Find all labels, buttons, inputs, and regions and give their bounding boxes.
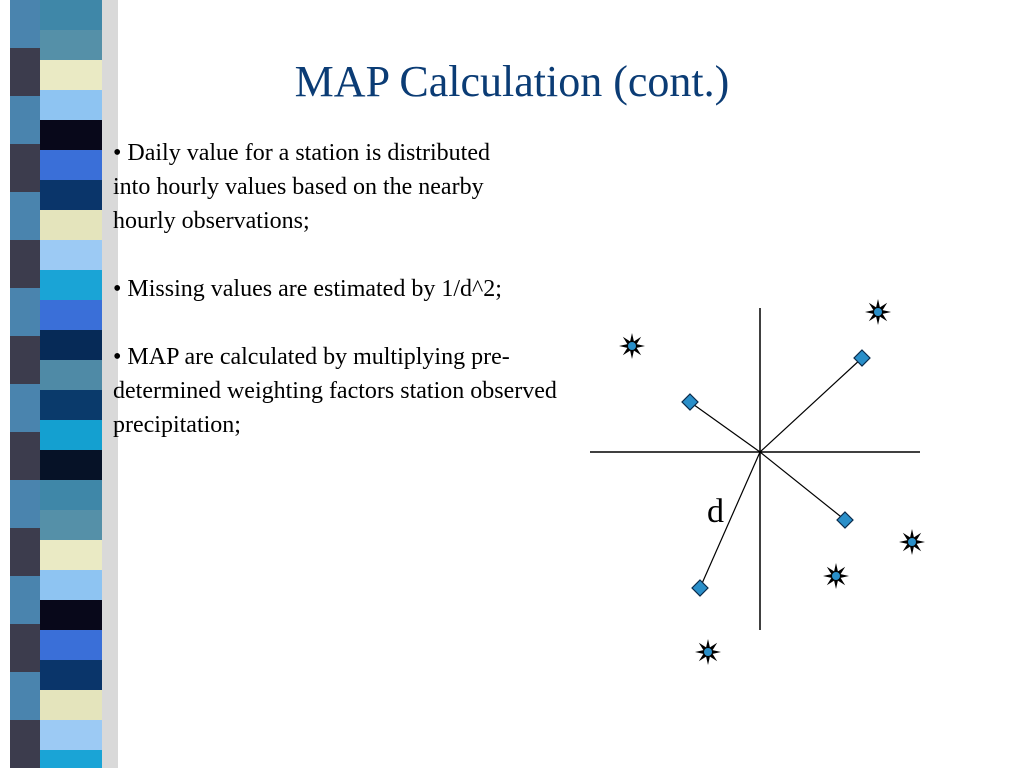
stripe-edge-segment <box>10 48 40 96</box>
station-diamond-marker <box>692 580 708 596</box>
distance-line-1 <box>690 402 760 452</box>
stripe-segment <box>40 750 102 768</box>
stripe-segment <box>40 720 102 750</box>
stripe-edge-segment <box>10 624 40 672</box>
stripe-segment <box>40 180 102 210</box>
stripe-edge-segment <box>10 96 40 144</box>
stripe-segment <box>40 120 102 150</box>
station-star-marker <box>695 639 721 665</box>
stripe-edge-segment <box>10 240 40 288</box>
distance-line-2 <box>760 358 862 452</box>
stripe-segment <box>40 240 102 270</box>
stripe-edge-segment <box>10 336 40 384</box>
stripe-segment <box>40 420 102 450</box>
stripe-segment <box>40 330 102 360</box>
distance-line-3 <box>760 452 845 520</box>
decorative-stripe-bar <box>0 0 118 768</box>
stripe-edge-segment <box>10 432 40 480</box>
stripe-segment <box>40 630 102 660</box>
station-star-marker <box>823 563 849 589</box>
stripe-segment <box>40 540 102 570</box>
bullet-item-3: • MAP are calculated by multiplying pre- determined weighting factors station observed precipitation; <box>113 344 557 438</box>
stripe-edge-segment <box>10 528 40 576</box>
stripe-segment <box>40 210 102 240</box>
station-markers <box>619 299 925 665</box>
stripe-segment <box>40 300 102 330</box>
stripe-segment <box>40 90 102 120</box>
stripe-edge-segment <box>10 192 40 240</box>
stripe-edge-segment <box>10 0 40 48</box>
stripe-segment <box>40 30 102 60</box>
stripe-segment <box>40 390 102 420</box>
stripe-edge-segment <box>10 480 40 528</box>
stripe-segment <box>40 150 102 180</box>
station-star-marker <box>865 299 891 325</box>
station-star-marker <box>899 529 925 555</box>
station-distance-diagram <box>580 290 930 670</box>
stripe-segment <box>40 60 102 90</box>
slide-title: MAP Calculation (cont.) <box>294 57 730 106</box>
distance-label: d <box>707 493 724 530</box>
stripe-segment <box>40 690 102 720</box>
bullet-item-2: • Missing values are estimated by 1/d^2; <box>113 276 502 302</box>
station-star-marker <box>619 333 645 359</box>
stripe-segment <box>40 510 102 540</box>
stripe-segment <box>40 270 102 300</box>
station-diamond-marker <box>837 512 853 528</box>
stripe-segment <box>40 480 102 510</box>
stripe-segment <box>40 360 102 390</box>
station-diamond-marker <box>682 394 698 410</box>
stripe-edge-segment <box>10 288 40 336</box>
stripe-segment <box>40 570 102 600</box>
stripe-edge-segment <box>10 144 40 192</box>
bullet-item-1: • Daily value for a station is distributed into hourly values based on the nearby hourly observations; <box>113 140 490 234</box>
stripe-edge-segment <box>10 384 40 432</box>
stripe-segment <box>40 0 102 30</box>
stripe-edge-segment <box>10 720 40 768</box>
bullet-list <box>113 136 653 442</box>
stripe-segment <box>40 660 102 690</box>
stripe-edge-segment <box>10 672 40 720</box>
stripe-segment <box>40 600 102 630</box>
stripe-edge-segment <box>10 576 40 624</box>
stripe-segment <box>40 450 102 480</box>
